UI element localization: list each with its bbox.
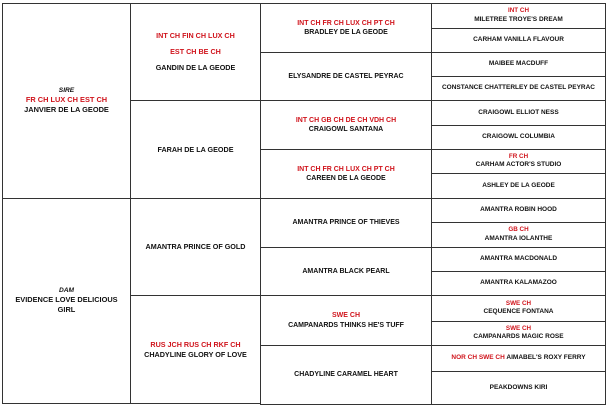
sire-name: JANVIER DE LA GEODE [24,105,109,115]
g4-cell-8 [431,173,606,199]
g3-4-title: INT CH FR CH LUX CH PT CH [297,165,395,173]
g3-3-title: INT CH GB CH DE CH VDH CH [295,116,397,124]
g3-cell-7 [260,295,432,346]
g3-8-name: CHADYLINE CARAMEL HEART [294,371,398,379]
sire-title: FR CH LUX CH EST CH [25,95,108,105]
sire-role-label: SIRE [58,86,75,94]
g4-16-name: PEAKDOWNS KIRI [489,383,548,391]
g3-1-name: BRADLEY DE LA GEODE [304,29,388,36]
g3-4-name: CAREEN DE LA GEODE [306,175,386,182]
g3-3-name: CRAIGOWL SANTANA [308,126,384,133]
g3-cell-8 [260,345,432,405]
dam-cell [2,198,131,404]
g4-7-title: FR CH [508,152,529,160]
g2-4-title-1: RUS JCH RUS CH RKF CH [150,339,241,349]
g3-cell-4 [260,149,432,199]
g3-7-name: CAMPANARDS THINKS HE'S TUFF [288,321,404,329]
g4-cell-9 [431,198,606,223]
g4-cell-16 [431,371,606,405]
g2-cell-4 [130,295,261,404]
sire-cell [2,3,131,199]
g4-3-name: MAIBEE MACDUFF [488,60,549,68]
g4-15-name: AIMABEL'S ROXY FERRY [506,354,586,362]
g4-cell-10 [431,222,606,248]
g4-15-title: NOR CH SWE CH [451,354,505,362]
dam-name: EVIDENCE LOVE DELICIOUS GIRL [15,295,118,315]
g2-4-name: CHADYLINE GLORY OF LOVE [144,349,247,359]
g4-cell-6 [431,125,606,150]
g2-cell-3 [130,198,261,296]
g4-4-name: CONSTANCE CHATTERLEY DE CASTEL PEYRAC [441,84,595,92]
g4-cell-4 [431,76,606,101]
g3-7-title: SWE CH [332,312,360,320]
g3-cell-1 [260,3,432,53]
g3-6-name: AMANTRA BLACK PEARL [302,267,390,275]
g2-cell-1 [130,3,261,101]
g4-cell-5 [431,100,606,126]
g3-cell-3 [260,100,432,150]
g2-1-title-1: INT CH FIN CH LUX CH [156,31,235,41]
g3-1-title: INT CH FR CH LUX CH PT CH [297,19,395,27]
g2-1-title-2: EST CH BE CH [170,47,221,57]
g4-13-name: CEQUENCE FONTANA [483,308,554,316]
g4-cell-1 [431,3,606,29]
g2-1-name: GANDIN DE LA GEODE [155,62,236,72]
g4-cell-12 [431,271,606,296]
g2-2-name: FARAH DE LA GEODE [157,144,234,154]
g4-6-name: CRAIGOWL COLUMBIA [482,133,555,141]
g4-8-name: ASHLEY DE LA GEODE [482,181,555,189]
g4-cell-13 [431,295,606,322]
g4-10-name: AMANTRA IOLANTHE [484,234,553,242]
g4-13-title: SWE CH [505,299,532,307]
g4-cell-15 [431,345,606,372]
g4-9-name: AMANTRA ROBIN HOOD [480,206,557,214]
g3-5-name: AMANTRA PRINCE OF THIEVES [292,219,400,227]
g4-12-name: AMANTRA KALAMAZOO [480,279,557,287]
g4-cell-11 [431,247,606,272]
g4-5-name: CRAIGOWL ELLIOT NESS [478,108,559,116]
g4-14-name: CAMPANARDS MAGIC ROSE [473,333,564,341]
g4-11-name: AMANTRA MACDONALD [479,255,558,263]
dam-role-label: DAM [58,286,75,294]
g3-2-name: ELYSANDRE DE CASTEL PEYRAC [288,72,404,80]
g4-14-title: SWE CH [505,324,532,332]
g3-cell-5 [260,198,432,248]
g4-15-line [451,354,585,363]
g4-1-title: INT CH [508,7,529,15]
g4-cell-3 [431,52,606,77]
g4-cell-7 [431,149,606,174]
pedigree-table [2,3,606,404]
g2-3-name: AMANTRA PRINCE OF GOLD [145,242,246,252]
g3-cell-2 [260,52,432,101]
g4-1-name: MILETREE TROYE'S DREAM [474,15,563,23]
g4-7-name: CARHAM ACTOR'S STUDIO [475,161,562,169]
g2-cell-2 [130,100,261,199]
g4-cell-14 [431,321,606,346]
g4-10-title: GB CH [508,226,529,234]
g4-cell-2 [431,28,606,53]
g4-2-name: CARHAM VANILLA FLAVOUR [473,36,564,44]
g3-cell-6 [260,247,432,296]
